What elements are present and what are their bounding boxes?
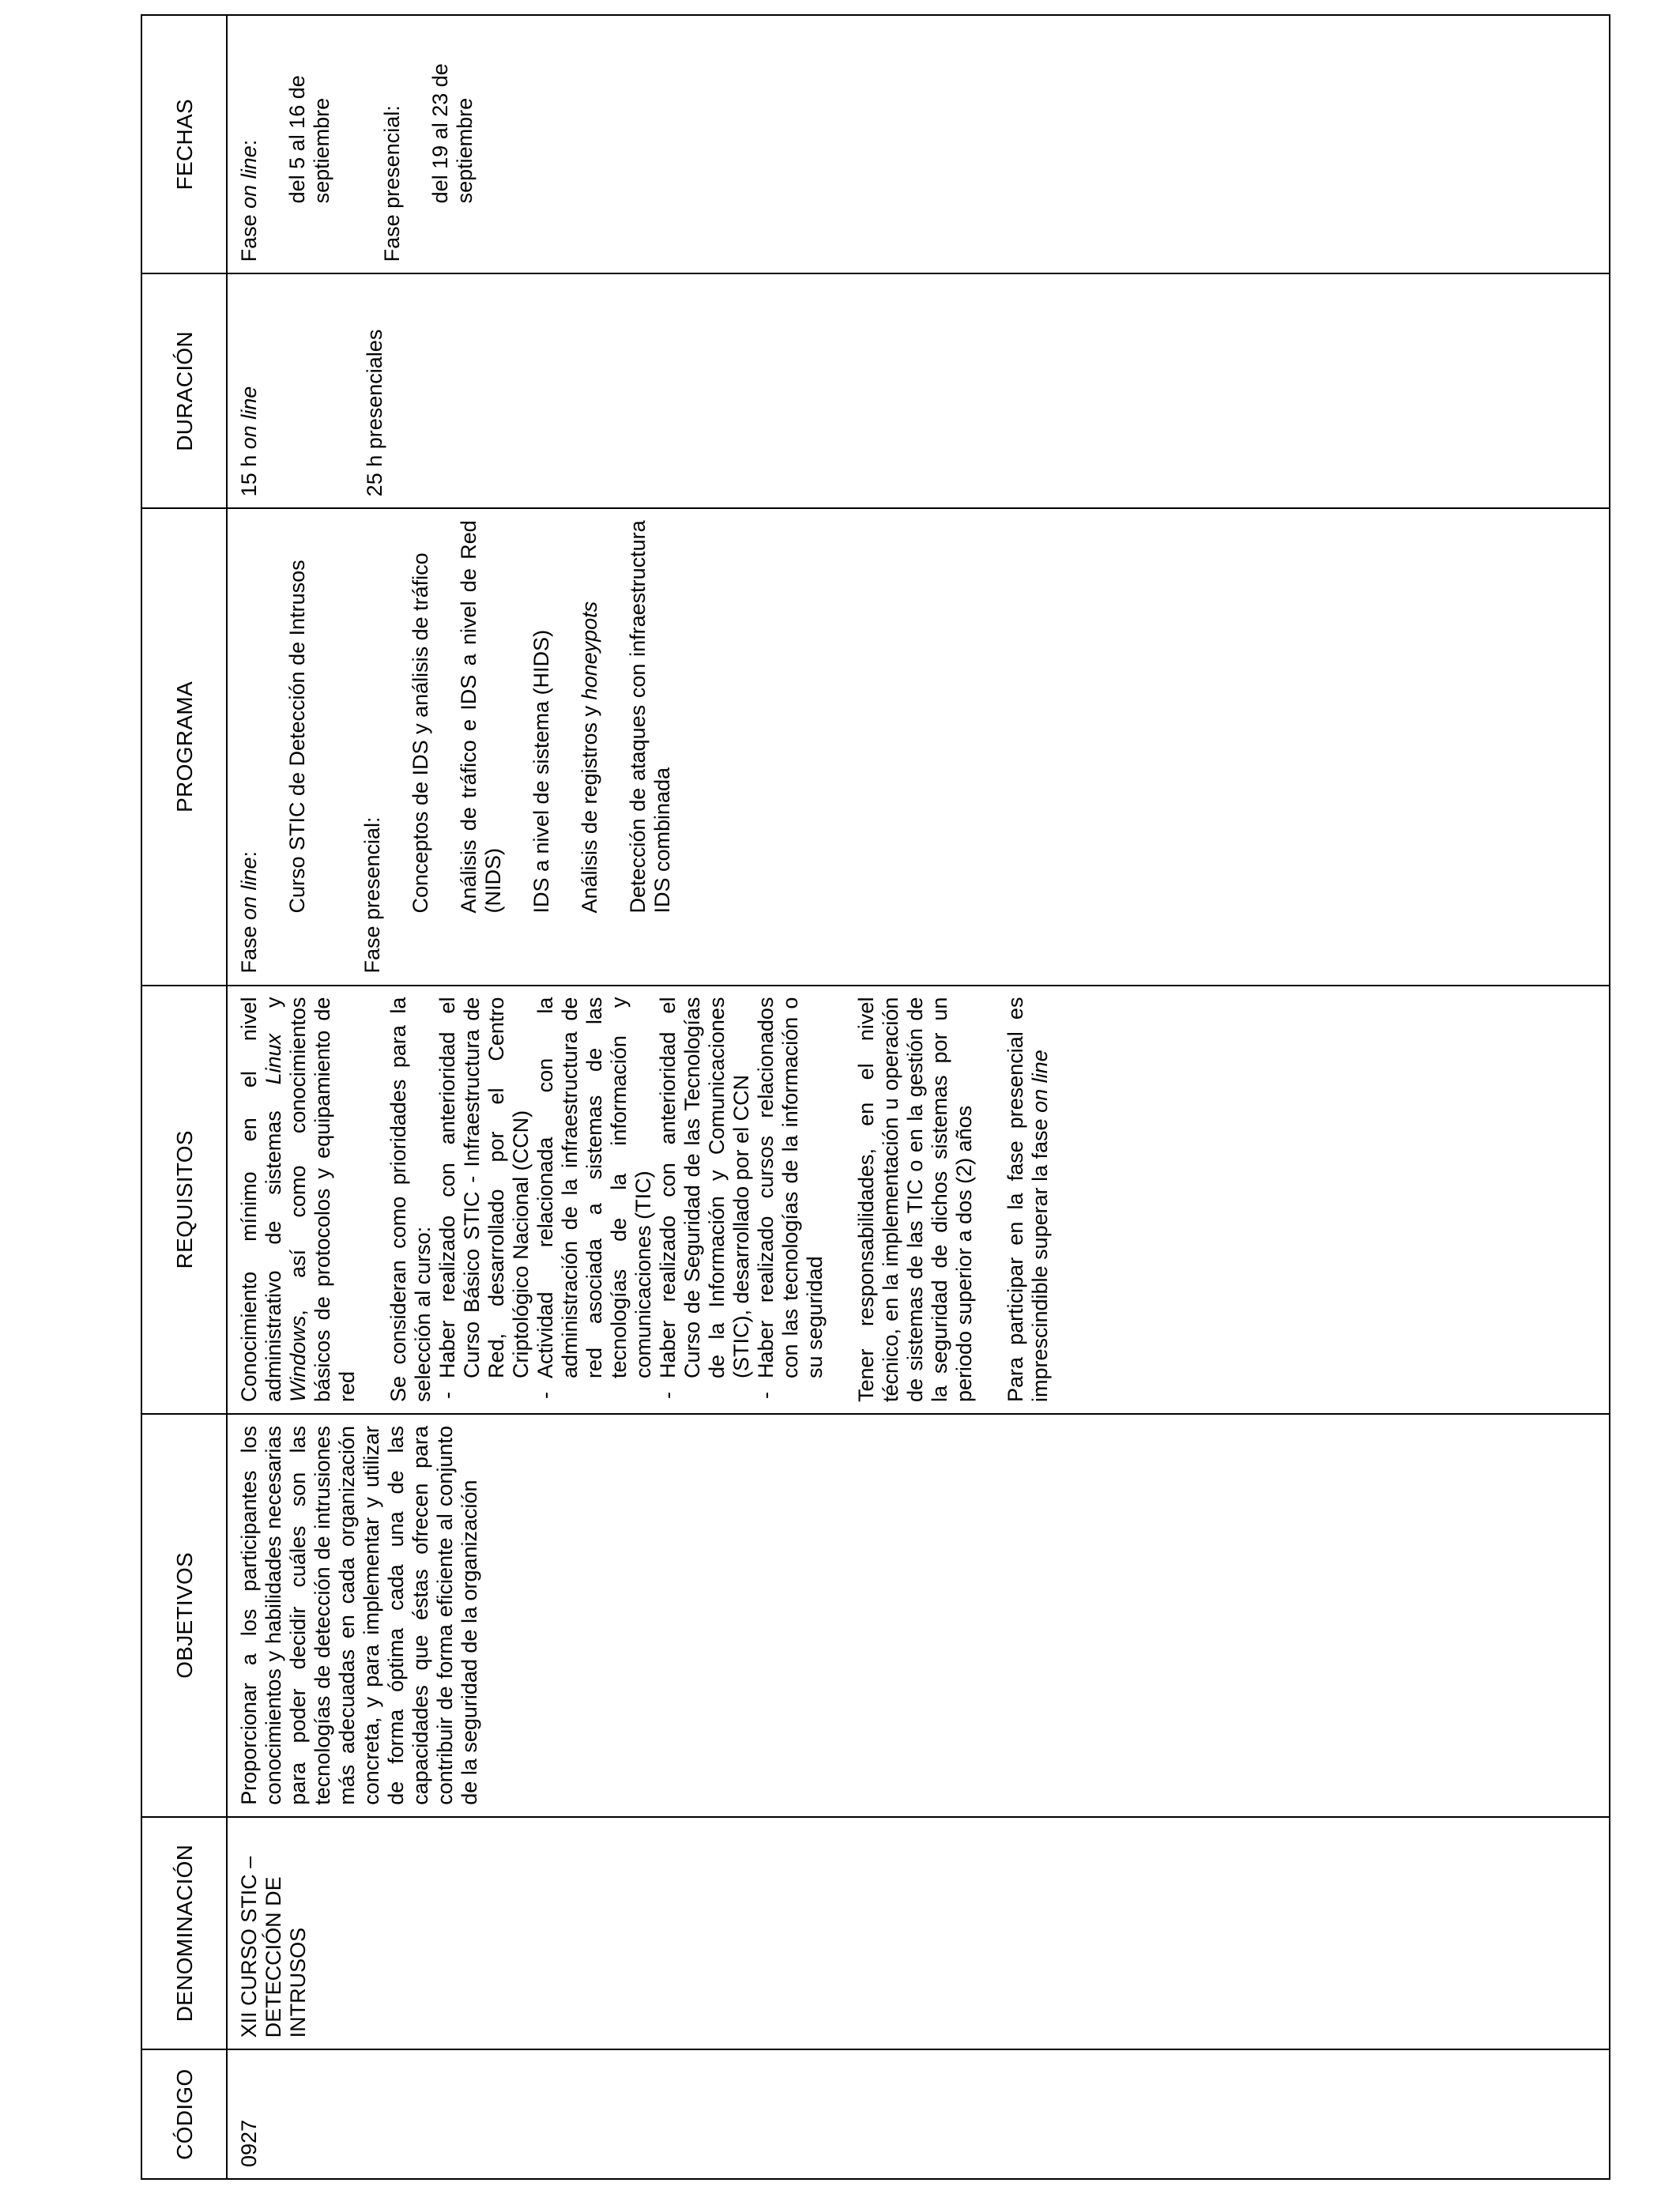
cell-requisitos <box>227 986 1610 1414</box>
objectives-text: Proporcionar a los participantes los conocimientos y habilidades necesarias para poder decidir cuáles son las tecnologías de detección de intrusiones más adecuadas en cada organización concreta, y para implementar y utilizar de forma óptima cada una de las capacidades que éstas ofrecen para contribuir de forma eficiente al conjunto de la seguridad de la organización <box>237 1426 481 1805</box>
requirements-p1-text-y: y <box>262 997 285 1034</box>
requirements-priority-list <box>435 997 827 1402</box>
program-online-item: Curso STIC de Detección de Intrusos <box>285 560 309 914</box>
requirements-p1-text-a: Conocimiento mínimo en el nivel administrativo de sistemas <box>237 997 285 1402</box>
course-name: XII CURSO STIC – DETECCIÓN DE INTRUSOS <box>237 1856 310 2038</box>
dates-online-em: on line <box>237 145 261 209</box>
duration-presencial: 25 h presenciales <box>363 329 386 497</box>
duration-online-hours: 15 h <box>237 449 261 497</box>
requirements-p4-text: Para participar en la fase presencial es imprescindible superar la fase <box>1004 997 1052 1402</box>
duration-online-em: on line <box>237 386 261 450</box>
requirements-paragraph-4 <box>1004 997 1053 1402</box>
requirements-paragraph-1 <box>237 997 360 1402</box>
requirements-paragraph-3: Tener responsabilidades, en el nivel técnico, en la implementación u operación de sistemas de las TIC o en la gestión de la seguridad de dichos sistemas por un periodo superior a dos (2) años <box>854 997 976 1402</box>
cell-duracion <box>227 273 1610 508</box>
program-item-honeypots: honeypots <box>578 601 601 700</box>
program-item: Conceptos de IDS y análisis de tráfico <box>409 552 432 914</box>
header-requisitos: REQUISITOS <box>141 986 227 1414</box>
program-item: Análisis de tráfico e IDS a nivel de Red (NIDS) <box>457 520 505 914</box>
duration-online <box>237 285 262 496</box>
list-item: - Haber realizado con anterioridad el Curso Básico STIC - Infraestructura de Red, desarrollado por el Centro Criptológico Nacional (CCN) <box>435 997 533 1402</box>
program-phase-online-a: Fase <box>237 920 261 974</box>
dates-phase-presencial: Fase presencial: <box>380 105 404 262</box>
dates-presencial-range: del 19 al 23 de septiembre <box>428 63 477 204</box>
dates-online-range: del 5 al 16 de septiembre <box>285 75 333 204</box>
program-item: IDS a nivel de sistema (HIDS) <box>529 629 553 914</box>
list-item: - Haber realizado con anterioridad el Curso de Seguridad de las Tecnologías de la Información y Comunicaciones (STIC), desarrollado por el CCN <box>656 997 754 1402</box>
header-duracion: DURACIÓN <box>141 273 227 508</box>
cell-programa <box>227 508 1610 985</box>
header-row <box>141 15 227 2179</box>
requirements-p1-text-b: , así como conocimientos básicos de protocolos y equipamiento de red <box>286 997 359 1402</box>
header-fechas: FECHAS <box>141 15 227 273</box>
course-code: 0927 <box>237 2119 261 2167</box>
cell-codigo <box>227 2049 1610 2179</box>
dates-phase-online <box>237 27 262 262</box>
list-item: - Haber realizado cursos relacionados con las tecnologías de la información o su seguridad <box>754 997 827 1402</box>
cell-fechas <box>227 15 1610 273</box>
program-phase-presencial: Fase presencial: <box>360 816 384 974</box>
requirements-p1-linux: Linux <box>262 1033 285 1085</box>
header-objetivos: OBJETIVOS <box>141 1414 227 1817</box>
program-phase-online-colon: : <box>237 850 261 858</box>
dates-online-colon: : <box>237 139 261 146</box>
program-item-registros-text: Análisis de registros y <box>578 699 601 914</box>
requirements-paragraph-2: Se consideran como prioridades para la selección al curso: <box>386 997 435 1402</box>
program-phase-online-em: on line <box>237 857 261 921</box>
program-item: Detección de ataques con infraestructura IDS combinada <box>626 520 674 914</box>
cell-objetivos <box>227 1414 1610 1817</box>
course-row <box>227 15 1610 2179</box>
cell-denominacion <box>227 1817 1610 2050</box>
course-table <box>141 14 1610 2180</box>
program-phase-online <box>237 520 262 973</box>
dates-online-a: Fase <box>237 208 261 262</box>
list-item: - Actividad relacionada con la administración de la infraestructura de red asociada a sistemas de las tecnologías de la información y comunicaciones (TIC) <box>533 997 656 1402</box>
program-item-registros <box>578 520 602 973</box>
header-codigo: CÓDIGO <box>141 2049 227 2179</box>
header-programa: PROGRAMA <box>141 508 227 985</box>
requirements-p1-windows: Windows <box>286 1315 310 1402</box>
requirements-p4-online: on line <box>1028 1050 1052 1113</box>
header-denominacion: DENOMINACIÓN <box>141 1817 227 2050</box>
